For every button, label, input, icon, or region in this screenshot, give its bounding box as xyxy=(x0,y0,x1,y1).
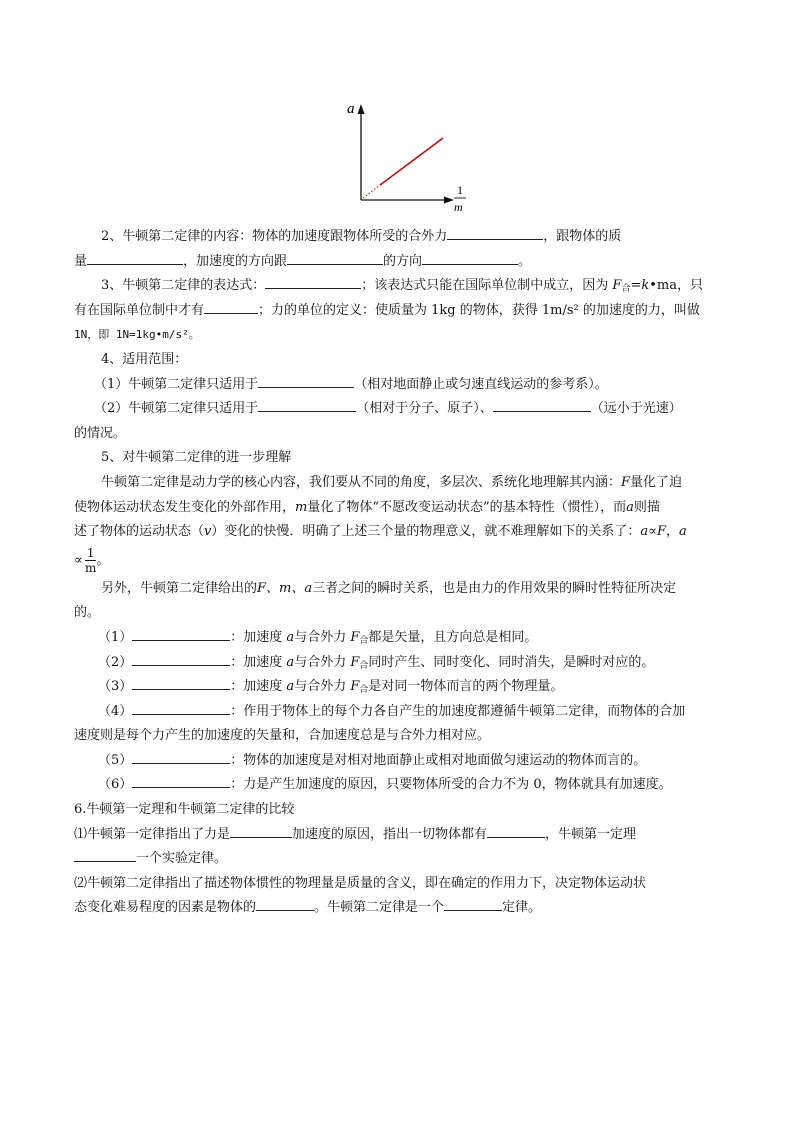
text: 。 xyxy=(96,552,110,568)
blank-field[interactable] xyxy=(204,299,258,314)
item-number: （5） xyxy=(98,752,133,768)
section-2-line-2 xyxy=(74,250,734,275)
item-number: （2） xyxy=(98,654,133,670)
property-item-5 xyxy=(74,749,734,774)
blank-field[interactable] xyxy=(132,626,230,641)
text: 的情况。 xyxy=(74,425,127,441)
section-6-item-2 xyxy=(74,872,734,897)
x-axis-arrow xyxy=(444,197,454,204)
text: 同时产生、同时变化、同时消失，是瞬时对应的。 xyxy=(368,654,655,670)
text: （远小于光速） xyxy=(590,401,682,417)
a-vs-inverse-m-graph xyxy=(330,96,480,218)
text: 态变化难易程度的因素是物体的 xyxy=(74,900,257,916)
blank-field[interactable] xyxy=(258,397,356,412)
text: 与合外力 xyxy=(294,654,351,670)
text: 使物体运动状态发生变化的外部作用， xyxy=(74,499,296,515)
blank-field[interactable] xyxy=(74,847,136,862)
blank-field[interactable] xyxy=(265,274,361,289)
section-3-line-2 xyxy=(74,299,734,324)
section-6-item-1-cont xyxy=(74,847,734,872)
text: 的方向 xyxy=(383,253,423,269)
y-axis-arrow xyxy=(358,104,365,114)
section-heading: 5、对牛顿第二定律的进一步理解 xyxy=(101,450,292,466)
x-axis-label-numerator: 1 xyxy=(457,183,463,197)
blank-field[interactable] xyxy=(258,373,354,388)
symbol-a: a xyxy=(286,679,295,695)
section-4-item-2-cont xyxy=(74,422,734,447)
text: 另外，牛顿第二定律给出的 xyxy=(101,580,258,596)
blank-field[interactable] xyxy=(287,250,383,265)
fraction-numerator: 1 xyxy=(86,545,95,560)
property-item-6 xyxy=(74,773,734,798)
section-4-title xyxy=(74,348,734,373)
text: 量化了物体“不愿改变运动状态”的基本特性（惯性），而 xyxy=(307,499,627,515)
text: 是对同一物体而言的两个物理量。 xyxy=(368,679,564,695)
section-6-item-2-cont xyxy=(74,896,734,921)
section-5-para2-line-1 xyxy=(74,577,734,602)
section-5-para-line-1 xyxy=(74,471,734,496)
symbols-F-m-a: F、m、a xyxy=(257,580,313,596)
symbol-F: F xyxy=(612,278,622,294)
text: 则描 xyxy=(633,499,660,515)
text: ；该表达式只能在国际单位制中成立，因为 xyxy=(361,278,613,294)
symbol-a: a xyxy=(640,524,649,540)
y-axis-label: a xyxy=(347,101,355,117)
text: 。牛顿第二定律是一个 xyxy=(314,900,445,916)
text: （相对地面静止或匀速直线运动的参考系）。 xyxy=(354,376,608,392)
text: ，加速度的方向跟 xyxy=(183,253,288,269)
text: ：加速度 xyxy=(230,654,287,670)
blank-field[interactable] xyxy=(230,823,292,838)
section-5-para2-line-2 xyxy=(74,601,734,626)
worksheet-text xyxy=(74,225,734,921)
section-5-para-line-4 xyxy=(74,545,734,577)
symbol-a: a xyxy=(286,654,295,670)
section-3-line-1 xyxy=(74,274,734,299)
blank-field[interactable] xyxy=(487,823,545,838)
text: 的。 xyxy=(74,605,101,621)
text: •ma，只 xyxy=(649,278,704,294)
fraction-denominator: m xyxy=(84,560,97,575)
blank-field[interactable] xyxy=(132,651,230,666)
text: 加速度的原因，指出一切物体都有 xyxy=(292,826,488,842)
text: ：加速度 xyxy=(230,679,287,695)
section-6-item-1 xyxy=(74,823,734,848)
text: ，跟物体的质 xyxy=(543,229,622,244)
text: ， xyxy=(666,524,680,540)
text: 速度则是每个力产生的加速度的矢量和，合加速度总是与合外力相对应。 xyxy=(74,728,491,744)
text: 牛顿第二定律是动力学的核心内容，我们要从不同的角度，多层次、系统化地理解其内涵： xyxy=(101,474,622,490)
blank-field[interactable] xyxy=(493,397,591,412)
property-item-2 xyxy=(74,651,734,676)
subscript-he: 合 xyxy=(621,284,631,295)
text: ，牛顿第一定理 xyxy=(545,826,637,842)
symbol-m: m xyxy=(295,499,308,515)
text: 有在国际单位制中才有 xyxy=(74,302,205,318)
text: 1N，即 1N=1kg•m/s²。 xyxy=(74,328,200,342)
text: 量 xyxy=(74,253,88,269)
subscript-he: 合 xyxy=(359,660,369,671)
section-heading: 4、适用范围： xyxy=(101,351,188,367)
symbol-F: F xyxy=(350,679,360,695)
symbol-F: F xyxy=(350,629,360,645)
text: 与合外力 xyxy=(294,629,351,645)
section-6-title xyxy=(74,798,734,823)
text: 与合外力 xyxy=(294,679,351,695)
subscript-he: 合 xyxy=(359,685,369,696)
text: （1）牛顿第二定律只适用于 xyxy=(94,376,259,392)
x-axis-label-denominator: m xyxy=(454,200,463,214)
property-item-4 xyxy=(74,700,734,725)
proportional-symbol: ∝ xyxy=(74,552,83,568)
section-4-item-2 xyxy=(74,397,734,422)
property-item-4-cont xyxy=(74,724,734,749)
blank-field[interactable] xyxy=(87,250,183,265)
property-item-3 xyxy=(74,675,734,700)
section-heading: 6.牛顿第一定理和牛顿第二定律的比较 xyxy=(74,802,295,818)
extrapolation-dotted-line xyxy=(363,185,380,198)
text: 三者之间的瞬时关系，也是由力的作用效果的瞬时性特征所决定 xyxy=(312,580,677,596)
text: （2）牛顿第二定律只适用于 xyxy=(94,401,259,417)
item-number: （3） xyxy=(98,679,133,695)
text: ：作用于物体上的每个力各自产生的加速度都遵循牛顿第二定律，而物体的合加 xyxy=(230,703,686,719)
section-2-line-1 xyxy=(74,225,734,250)
section-5-para-line-3 xyxy=(74,520,734,545)
symbol-k: k xyxy=(641,278,650,294)
subscript-he: 合 xyxy=(359,635,369,646)
proportional-symbol: ∝ xyxy=(648,524,657,540)
symbol-a: a xyxy=(679,524,687,540)
symbol-a: a xyxy=(286,629,295,645)
text: ⑴牛顿第一定律指出了力是 xyxy=(74,826,231,842)
section-4-item-1 xyxy=(74,373,734,398)
text: ：物体的加速度是对相对地面静止或相对地面做匀速运动的物体而言的。 xyxy=(230,752,647,768)
symbol-F: F xyxy=(350,654,360,670)
blank-field[interactable] xyxy=(132,675,230,690)
symbol-F: F xyxy=(656,524,666,540)
text: 3、牛顿第二定律的表达式： xyxy=(101,278,266,294)
text: 述了物体的运动状态（ xyxy=(74,524,205,540)
text: ；力的单位的定义：使质量为 1kg 的物体，获得 1m/s² 的加速度的力，叫做 xyxy=(258,302,700,318)
text: （相对于分子、原子）、 xyxy=(356,401,493,417)
text: 都是矢量，且方向总是相同。 xyxy=(368,629,538,645)
property-item-1 xyxy=(74,626,734,651)
text: ：力是产生加速度的原因，只要物体所受的合力不为 0，物体就具有加速度。 xyxy=(230,777,672,793)
item-number: （4） xyxy=(98,703,133,719)
blank-field[interactable] xyxy=(132,773,230,788)
blank-field[interactable] xyxy=(256,896,314,911)
symbol-v: v xyxy=(204,524,212,540)
section-3-line-3 xyxy=(74,323,734,348)
text: 量化了迫 xyxy=(630,474,683,490)
text: 2、牛顿第二定律的内容：物体的加速度跟物体所受的合外力 xyxy=(101,229,448,244)
text: 一个实验定律。 xyxy=(136,851,228,867)
item-number: （6） xyxy=(98,777,133,793)
symbol-a: a xyxy=(626,499,634,515)
blank-field[interactable] xyxy=(447,225,543,240)
text: 定律。 xyxy=(502,900,542,916)
text: ）变化的快慢．明确了上述三个量的物理意义，就不难理解如下的关系了： xyxy=(211,524,641,540)
section-5-title xyxy=(74,446,734,471)
fraction-1-over-m xyxy=(85,546,97,575)
blank-field[interactable] xyxy=(132,749,230,764)
text: ：加速度 xyxy=(230,629,287,645)
text: 。 xyxy=(518,253,532,269)
blank-field[interactable] xyxy=(422,250,518,265)
symbol-F: F xyxy=(621,474,631,490)
item-number: （1） xyxy=(98,629,133,645)
blank-field[interactable] xyxy=(132,700,230,715)
text: = xyxy=(630,278,642,294)
section-5-para-line-2 xyxy=(74,496,734,521)
text: ⑵牛顿第二定律指出了描述物体惯性的物理量是质量的含义，即在确定的作用力下，决定物体运动状 xyxy=(74,875,647,891)
blank-field[interactable] xyxy=(444,896,502,911)
proportional-line xyxy=(380,138,443,185)
